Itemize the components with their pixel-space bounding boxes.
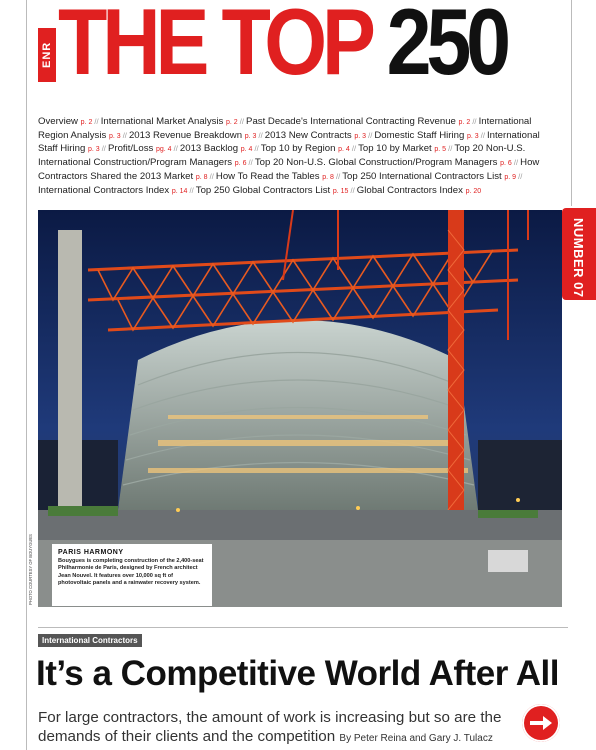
photo-caption	[52, 544, 212, 606]
toc-item[interactable]	[216, 171, 334, 182]
toc-item-page: p. 8	[322, 173, 334, 181]
toc-item[interactable]	[108, 143, 172, 154]
toc-item-label: Global Contractors Index	[356, 184, 463, 196]
toc-item-label: Overview	[38, 116, 78, 127]
toc-item[interactable]	[255, 157, 512, 168]
toc-item-page: p. 6	[500, 160, 512, 168]
title-red: THE TOP	[58, 0, 370, 94]
toc-item-page: p. 20	[465, 187, 482, 195]
toc-separator: //	[366, 130, 375, 140]
section-label: International Contractors	[38, 634, 142, 647]
toc-item-label: Top 10 by Market	[358, 143, 432, 155]
toc-item[interactable]	[358, 143, 446, 154]
toc-separator: //	[516, 171, 523, 181]
divider	[38, 627, 568, 628]
toc-item-label: Top 250 International Contractors List	[342, 170, 502, 182]
toc-separator: //	[120, 130, 129, 140]
dek-text: For large contractors, the amount of work is increasing but so are the demands of their clients and the competition	[38, 709, 502, 745]
toc-item-page: p. 4	[338, 146, 350, 154]
toc-item[interactable]	[101, 116, 238, 127]
toc-item[interactable]	[342, 171, 516, 182]
toc-item[interactable]	[261, 143, 350, 154]
toc-item-page: p. 3	[244, 132, 257, 140]
toc-separator: //	[446, 144, 455, 154]
toc-separator: //	[511, 158, 521, 168]
toc-separator: //	[478, 130, 488, 140]
toc-item-page: p. 3	[108, 132, 121, 140]
left-frame-rule	[26, 0, 27, 750]
page-title	[58, 0, 506, 92]
toc-item-page: p. 2	[458, 119, 471, 126]
toc-item-label: International Contractors Index	[38, 184, 170, 196]
toc-separator: //	[187, 185, 196, 195]
toc-item-label: Top 250 Global Contractors List	[195, 184, 331, 196]
toc-item[interactable]	[38, 185, 187, 196]
toc-item-page: p. 9	[504, 173, 517, 181]
toc-separator: //	[333, 171, 343, 181]
toc-separator: //	[349, 144, 359, 154]
toc-separator: //	[171, 144, 180, 154]
toc-item[interactable]	[357, 185, 481, 196]
article-dek	[38, 708, 518, 748]
toc-item-label: Domestic Staff Hiring	[374, 129, 465, 141]
toc-item-page: p. 6	[234, 160, 247, 168]
toc-separator: //	[470, 117, 479, 126]
photo-credit: PHOTO COURTESY OF BOUYGUES	[28, 534, 33, 605]
toc-item-label: 2013 Backlog	[179, 143, 239, 155]
caption-title: PARIS HARMONY	[58, 549, 124, 556]
toc-item-label: How To Read the Tables	[215, 170, 320, 182]
toc-item-label: 2013 Revenue Breakdown	[128, 129, 243, 141]
toc-item[interactable]	[180, 143, 253, 154]
toc-item-page: p. 15	[332, 187, 349, 195]
toc-item[interactable]	[38, 116, 92, 127]
toc-item-label: How Contractors Shared the 2013 Market	[38, 157, 540, 182]
toc-separator: //	[246, 158, 255, 168]
toc-item-label: Profit/Loss	[107, 143, 154, 155]
toc-item-label: International Market Analysis	[100, 116, 224, 127]
byline: By Peter Reina and Gary J. Tulacz	[339, 733, 493, 744]
toc-item[interactable]	[246, 116, 470, 127]
toc-separator: //	[256, 130, 265, 140]
toc-separator: //	[252, 144, 261, 154]
enr-tag: ENR	[38, 28, 56, 82]
toc-item-page: p. 3	[354, 132, 367, 140]
toc-item-label: Top 20 Non-U.S. International Construction/Program Managers	[38, 143, 526, 169]
toc-item-page: p. 8	[195, 173, 208, 181]
toc-item-page: pg. 4	[155, 146, 172, 154]
caption-body: Bouygues is completing construction of the 2,400-seat Philharmonie de Paris, designed by French architect Jean Nouvel. It features over 10,000 sq ft of photovoltaic panels and a rainwater recovery system.	[58, 558, 204, 586]
toc-item-label: Top 20 Non-U.S. Global Construction/Program Managers	[254, 157, 498, 169]
toc-item-label: 2013 New Contracts	[264, 129, 352, 141]
toc-item-page: p. 5	[434, 146, 447, 154]
toc-item[interactable]	[265, 130, 366, 141]
toc-item[interactable]	[129, 130, 256, 141]
toc-item-label: Past Decade's International Contracting Revenue	[246, 116, 456, 127]
arrow-right-icon	[529, 715, 553, 731]
toc-separator: //	[92, 117, 101, 126]
toc-item-label: Top 10 by Region	[260, 143, 336, 155]
toc-item-page: p. 14	[171, 187, 188, 195]
toc-separator: //	[348, 185, 357, 195]
issue-number-tab	[562, 208, 596, 300]
toc-item-page: p. 2	[226, 119, 238, 126]
toc-separator: //	[207, 171, 216, 181]
toc-item-page: p. 4	[240, 146, 253, 154]
toc-item-page: p. 3	[87, 146, 100, 154]
right-frame-rule	[571, 0, 572, 206]
table-of-contents	[38, 116, 558, 198]
toc-separator: //	[237, 117, 247, 126]
toc-item-label: International Region Analysis	[38, 116, 532, 141]
toc-item-page: p. 2	[80, 119, 93, 126]
toc-item[interactable]	[374, 130, 478, 141]
toc-item-label: International Staff Hiring	[38, 129, 540, 155]
title-number: 250	[386, 0, 506, 94]
toc-item[interactable]	[196, 185, 349, 196]
next-page-button[interactable]	[522, 704, 560, 742]
toc-item-page: p. 3	[466, 132, 479, 140]
toc-separator: //	[99, 144, 108, 154]
article-headline: It’s a Competitive World After All	[36, 654, 559, 693]
issue-number-label: NUMBER 07	[571, 218, 586, 298]
